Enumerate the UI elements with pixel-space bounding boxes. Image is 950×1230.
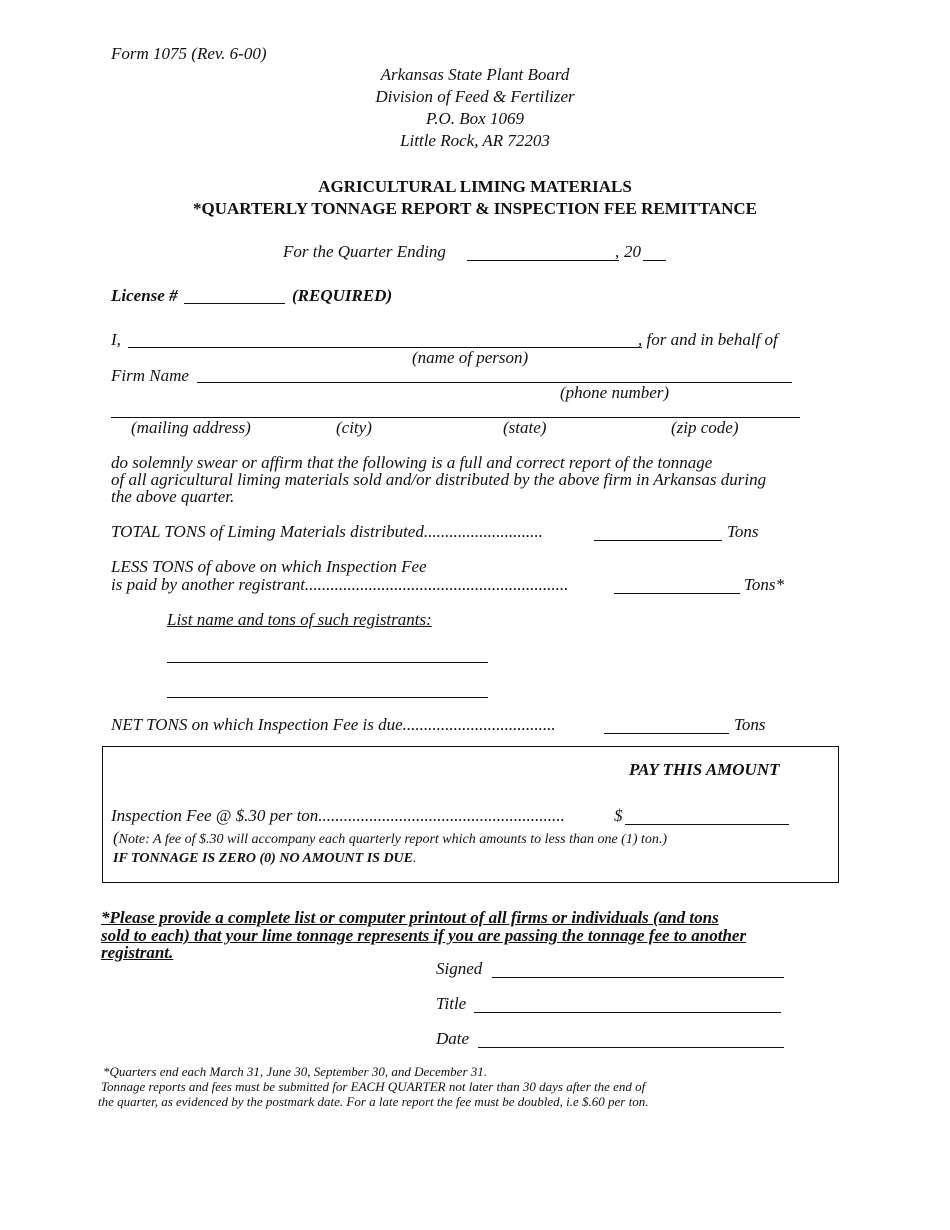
- oath-line-1: do solemnly swear or affirm that the following is a full and correct report of the tonnage: [111, 453, 713, 472]
- footnote-line-3: the quarter, as evidenced by the postmark date. For a late report the fee must be doubled, i.e $.60 per ton.: [98, 1094, 649, 1109]
- person-suffix: , for and in behalf of: [638, 330, 778, 349]
- quarter-year-prefix: 20: [624, 242, 641, 261]
- phone-caption: (phone number): [560, 383, 670, 402]
- less-tons-field[interactable]: [614, 593, 740, 594]
- state-caption: (state): [503, 418, 547, 437]
- title-label: Title: [436, 994, 467, 1013]
- mailing-address-caption: (mailing address): [131, 418, 251, 437]
- date-field[interactable]: [478, 1047, 784, 1048]
- net-tons-field[interactable]: [604, 733, 729, 734]
- inspection-fee-field[interactable]: [625, 824, 789, 825]
- signed-field[interactable]: [492, 977, 784, 978]
- person-prefix: I,: [111, 330, 121, 349]
- person-caption: (name of person): [412, 348, 529, 367]
- notice-line-2: sold to each) that your lime tonnage represents if you are passing the tonnage fee to another: [101, 926, 747, 945]
- notice-line-3: registrant.: [101, 943, 174, 962]
- license-required: (REQUIRED): [292, 286, 393, 305]
- less-tons-unit: Tons*: [744, 575, 785, 594]
- oath-line-3: the above quarter.: [111, 487, 235, 506]
- agency-po-box: P.O. Box 1069: [426, 109, 524, 128]
- zero-tonnage-note: [113, 850, 417, 867]
- form-subtitle: *QUARTERLY TONNAGE REPORT & INSPECTION FEE REMITTANCE: [193, 199, 757, 218]
- title-field[interactable]: [474, 1012, 781, 1013]
- net-tons-unit: Tons: [734, 715, 766, 734]
- footnote-line-1: *Quarters end each March 31, June 30, September 30, and December 31.: [103, 1064, 488, 1079]
- person-name-field[interactable]: [128, 347, 642, 348]
- net-tons-label: NET TONS on which Inspection Fee is due....................................: [111, 715, 556, 734]
- registrant-line-2[interactable]: [167, 697, 488, 698]
- oath-line-2: of all agricultural liming materials sold and/or distributed by the above firm in Arkansas during: [111, 470, 767, 489]
- notice-line-1: *Please provide a complete list or computer printout of all firms or individuals (and tons: [101, 908, 719, 927]
- form-number: Form 1075 (Rev. 6-00): [111, 44, 267, 63]
- less-tons-label-1: LESS TONS of above on which Inspection Fee: [111, 557, 427, 576]
- total-tons-unit: Tons: [727, 522, 759, 541]
- date-label: Date: [436, 1029, 470, 1048]
- agency-name: Arkansas State Plant Board: [380, 65, 570, 84]
- total-tons-label: TOTAL TONS of Liming Materials distributed............................: [111, 522, 543, 541]
- total-tons-field[interactable]: [594, 540, 722, 541]
- quarter-year-field[interactable]: [643, 260, 666, 261]
- zero-tonnage-bold: IF TONNAGE IS ZERO (0) NO AMOUNT IS DUE: [113, 851, 414, 866]
- firm-label: Firm Name: [111, 366, 189, 385]
- license-number-field[interactable]: [184, 303, 285, 304]
- fee-note: [113, 828, 667, 848]
- fee-note-text: Note: A fee of $.30 will accompany each quarterly report which amounts to less than one (1) ton.): [118, 832, 668, 847]
- footnote-line-2: Tonnage reports and fees must be submitted for EACH QUARTER not later than 30 days after the end of: [101, 1079, 646, 1094]
- inspection-fee-label: Inspection Fee @ $.30 per ton..........................................................: [111, 806, 565, 825]
- city-caption: (city): [336, 418, 372, 437]
- pay-amount-heading: PAY THIS AMOUNT: [629, 760, 780, 779]
- fee-note-paren: (: [113, 828, 119, 847]
- less-tons-label-2: is paid by another registrant..............................................................: [111, 575, 569, 594]
- firm-name-field[interactable]: [197, 382, 792, 383]
- form-title: AGRICULTURAL LIMING MATERIALS: [318, 177, 632, 196]
- zip-caption: (zip code): [671, 418, 739, 437]
- signed-label: Signed: [436, 959, 483, 978]
- zero-tonnage-end: .: [413, 851, 417, 866]
- quarter-label: For the Quarter Ending: [283, 242, 446, 261]
- registrants-label: List name and tons of such registrants:: [167, 610, 432, 629]
- quarter-comma: ,: [615, 242, 620, 261]
- registrant-line-1[interactable]: [167, 662, 488, 663]
- quarter-date-field[interactable]: [467, 260, 619, 261]
- agency-city: Little Rock, AR 72203: [400, 131, 550, 150]
- agency-division: Division of Feed & Fertilizer: [375, 87, 575, 106]
- license-label: License #: [111, 286, 178, 305]
- currency-symbol: $: [614, 806, 623, 825]
